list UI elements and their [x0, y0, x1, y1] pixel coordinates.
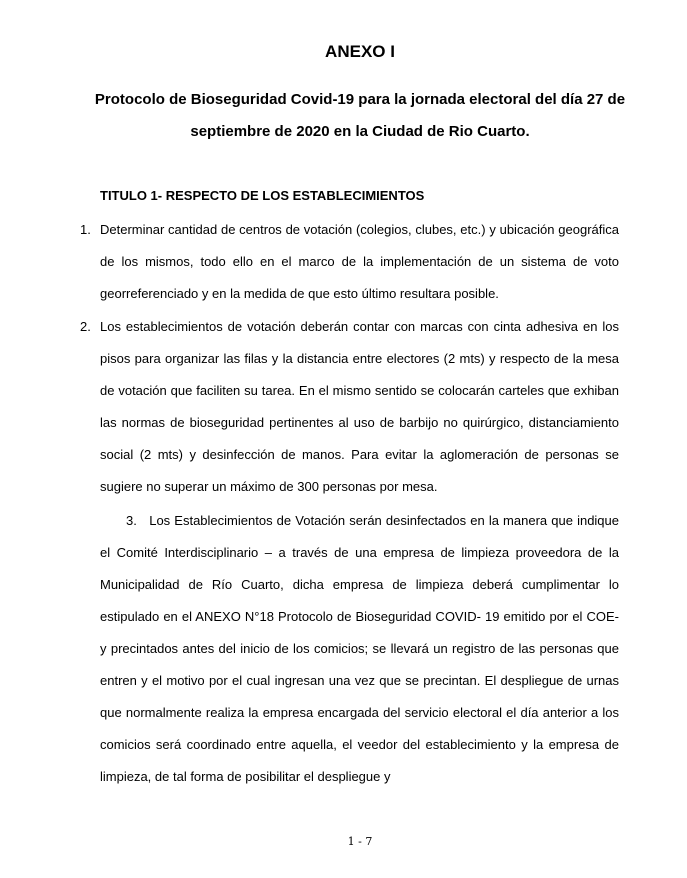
list-item-text: Los Establecimientos de Votación serán desinfectados en la manera que indique el Comité Interdisciplinario – a través de una empresa de limpieza proveedora de la Municipalidad de Río Cuarto, dicha empresa de limpieza deberá cumplimentar lo estipulado en el ANEXO N°18 Protocolo de Bioseguridad COVID- 19 emitido por el COE- y precintados antes del inicio de los comicios; se llevará un registro de las personas que entren y el motivo por el cual ingresan una vez que se precintan. El despliegue de urnas que normalmente realiza la empresa encargada del servicio electoral el día anterior a los comicios será coordinado entre aquella, el veedor del establecimiento y la empresa de limpieza, de tal forma de posibilitar el despliegue y — [100, 513, 619, 784]
list-item: Los establecimientos de votación deberán contar con marcas con cinta adhesiva en los pisos para organizar las filas y la distancia entre electores (2 mts) y respecto de la mesa de votación que faciliten su tarea. En el mismo sentido se colocarán carteles que exhiban las normas de bioseguridad pertinentes al uso de barbijo no quirúrgico, distanciamiento social (2 mts) y desinfección de manos. Para evitar la aglomeración de personas se sugiere no superar un máximo de 300 personas por mesa. — [100, 319, 619, 494]
document-title: Protocolo de Bioseguridad Covid-19 para la jornada electoral del día 27 de septiembre de 2020 en la Ciudad de Rio Cuarto. — [94, 91, 626, 140]
section-heading: TITULO 1- RESPECTO DE LOS ESTABLECIMIENTOS — [100, 188, 425, 203]
item-number-inline: 3. — [126, 513, 137, 528]
annex-title: ANEXO I — [325, 42, 395, 61]
page-number: 1 - 7 — [347, 835, 373, 848]
list-item-3 — [100, 505, 619, 793]
list-item: Determinar cantidad de centros de votación (colegios, clubes, etc.) y ubicación geográfica de los mismos, todo ello en el marco de la implementación de un sistema de voto georreferenciado y en la medida de que esto último resultara posible. — [100, 222, 619, 301]
item-number: 1. — [80, 222, 91, 237]
item-number: 2. — [80, 319, 91, 334]
